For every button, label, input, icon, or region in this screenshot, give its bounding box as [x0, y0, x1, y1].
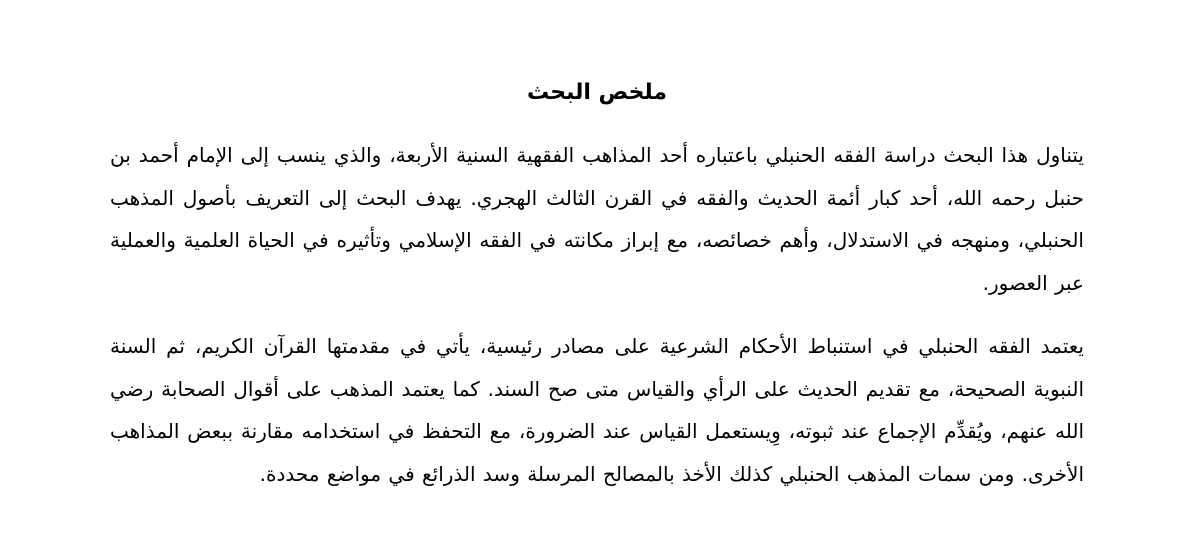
abstract-paragraph-2: يعتمد الفقه الحنبلي في استنباط الأحكام الشرعية على مصادر رئيسية، يأتي في مقدمتها القرآن الكريم، ثم السنة النبوية الصحيحة، مع تقديم الحديث على الرأي والقياس متى صح السند. كما يعتمد المذهب على أقوال الصحابة رضي الله عنهم، ويُقدِّم الإجماع عند ثبوته، وِيستعمل القياس عند الضرورة، مع التحفظ في استخدامه مقارنة ببعض المذاهب الأخرى. ومن سمات المذهب الحنبلي كذلك الأخذ بالمصالح المرسلة وسد الذرائع في مواضع محددة.: [110, 334, 1084, 486]
document-title: ملخص البحث: [526, 80, 668, 105]
abstract-paragraph-1: يتناول هذا البحث دراسة الفقه الحنبلي باعتباره أحد المذاهب الفقهية السنية الأربعة، والذي ينسب إلى الإمام أحمد بن حنبل رحمه الله، أحد كبار أئمة الحديث والفقه في القرن الثالث الهجري. يهدف البحث إلى التعريف بأصول المذهب الحنبلي، ومنهجه في الاستدلال، وأهم خصائصه، مع إبراز مكانته في الفقه الإسلامي وتأثيره في الحياة العلمية والعملية عبر العصور.: [110, 143, 1084, 295]
